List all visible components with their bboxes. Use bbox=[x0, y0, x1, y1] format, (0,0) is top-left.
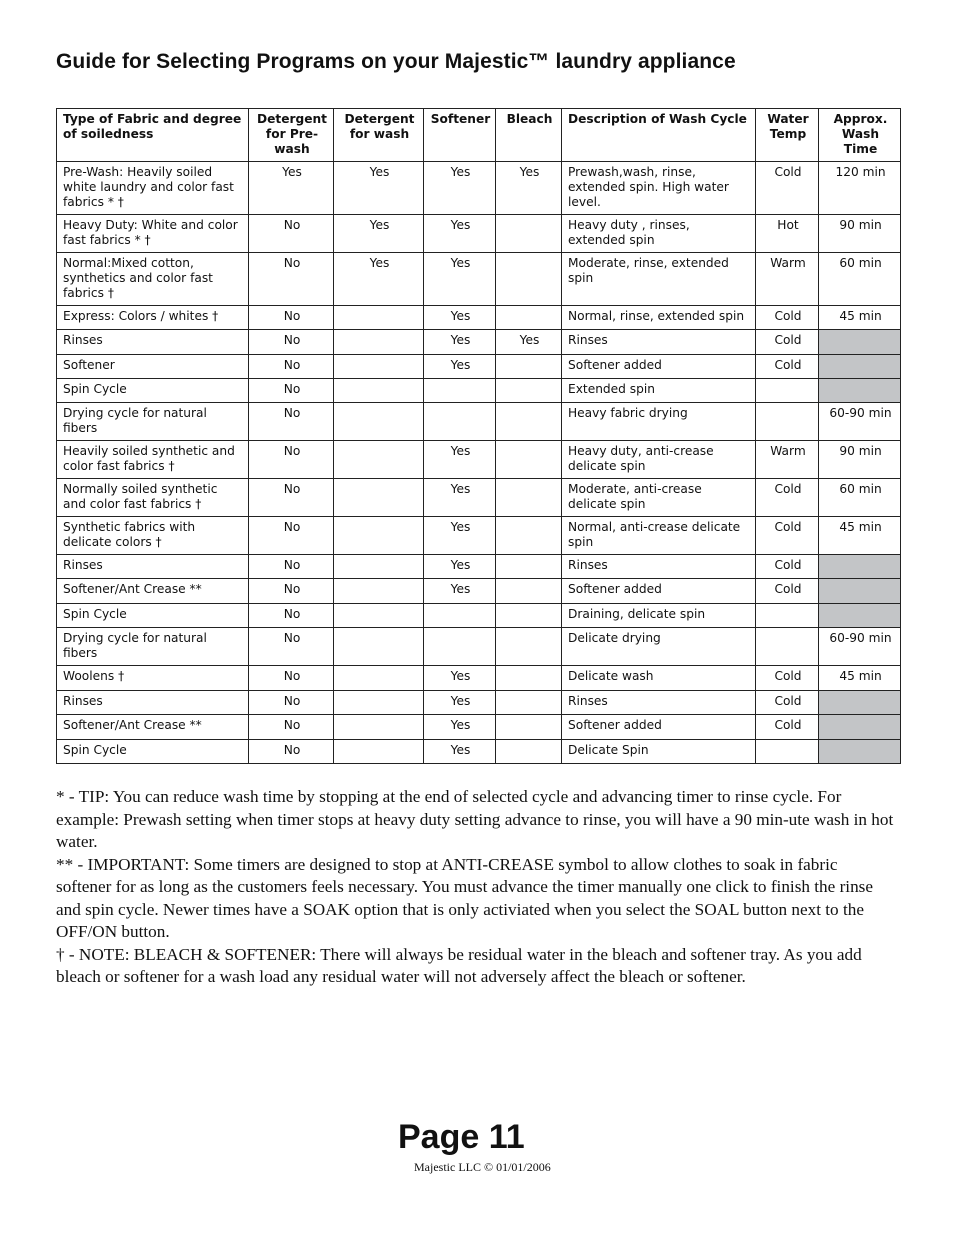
cell-detergent-prewash: No bbox=[249, 517, 334, 555]
cell-fabric-type: Rinses bbox=[57, 555, 249, 579]
cell-fabric-type: Spin Cycle bbox=[57, 604, 249, 628]
cell-water-temp bbox=[756, 403, 819, 441]
cell-fabric-type: Softener bbox=[57, 355, 249, 379]
cell-water-temp: Cold bbox=[756, 666, 819, 691]
cell-bleach bbox=[496, 253, 562, 306]
cell-softener: Yes bbox=[424, 666, 496, 691]
page-title: Guide for Selecting Programs on your Majestic™ laundry appliance bbox=[56, 50, 736, 73]
table-row bbox=[57, 379, 901, 403]
cell-fabric-type: Woolens † bbox=[57, 666, 249, 691]
cell-detergent-wash bbox=[334, 441, 424, 479]
cell-wash-time: 60-90 min bbox=[819, 628, 901, 666]
cell-water-temp: Warm bbox=[756, 441, 819, 479]
cell-wash-description: Rinses bbox=[562, 330, 756, 355]
cell-fabric-type: Spin Cycle bbox=[57, 379, 249, 403]
table-row bbox=[57, 330, 901, 355]
table-row bbox=[57, 162, 901, 215]
cell-wash-time: 120 min bbox=[819, 162, 901, 215]
cell-softener: Yes bbox=[424, 579, 496, 604]
cell-fabric-type: Normal:Mixed cotton, synthetics and color fast fabrics † bbox=[57, 253, 249, 306]
cell-fabric-type: Softener/Ant Crease ** bbox=[57, 715, 249, 740]
table-header-row bbox=[57, 109, 901, 162]
header-detergent-wash: Detergent for wash bbox=[334, 109, 424, 162]
table-row bbox=[57, 715, 901, 740]
cell-water-temp bbox=[756, 740, 819, 764]
cell-softener: Yes bbox=[424, 740, 496, 764]
cell-water-temp: Cold bbox=[756, 330, 819, 355]
cell-detergent-wash bbox=[334, 517, 424, 555]
cell-detergent-prewash: No bbox=[249, 330, 334, 355]
cell-detergent-wash bbox=[334, 403, 424, 441]
table-row bbox=[57, 628, 901, 666]
header-description: Description of Wash Cycle bbox=[562, 109, 756, 162]
cell-wash-description: Delicate wash bbox=[562, 666, 756, 691]
cell-detergent-prewash: No bbox=[249, 555, 334, 579]
cell-fabric-type: Rinses bbox=[57, 330, 249, 355]
cell-detergent-prewash: No bbox=[249, 403, 334, 441]
table-row bbox=[57, 355, 901, 379]
cell-detergent-wash bbox=[334, 306, 424, 330]
cell-detergent-wash: Yes bbox=[334, 162, 424, 215]
cell-water-temp: Cold bbox=[756, 579, 819, 604]
cell-softener: Yes bbox=[424, 479, 496, 517]
cell-bleach bbox=[496, 666, 562, 691]
cell-wash-time: 90 min bbox=[819, 215, 901, 253]
cell-wash-time: 45 min bbox=[819, 517, 901, 555]
cell-wash-description: Moderate, anti-crease delicate spin bbox=[562, 479, 756, 517]
cell-wash-description: Softener added bbox=[562, 715, 756, 740]
cell-bleach bbox=[496, 441, 562, 479]
table-row bbox=[57, 253, 901, 306]
cell-detergent-wash bbox=[334, 715, 424, 740]
cell-softener: Yes bbox=[424, 306, 496, 330]
cell-softener: Yes bbox=[424, 355, 496, 379]
cell-fabric-type: Express: Colors / whites † bbox=[57, 306, 249, 330]
cell-wash-description: Extended spin bbox=[562, 379, 756, 403]
header-wash-time: Approx. Wash Time bbox=[819, 109, 901, 162]
cell-water-temp: Cold bbox=[756, 517, 819, 555]
cell-wash-time-shaded bbox=[819, 579, 901, 604]
cell-detergent-wash bbox=[334, 479, 424, 517]
table-row bbox=[57, 517, 901, 555]
cell-wash-time: 60-90 min bbox=[819, 403, 901, 441]
cell-wash-description: Moderate, rinse, extended spin bbox=[562, 253, 756, 306]
cell-detergent-prewash: No bbox=[249, 355, 334, 379]
cell-wash-time-shaded bbox=[819, 355, 901, 379]
cell-fabric-type: Heavily soiled synthetic and color fast fabrics † bbox=[57, 441, 249, 479]
cell-detergent-prewash: No bbox=[249, 215, 334, 253]
cell-detergent-prewash: No bbox=[249, 253, 334, 306]
cell-softener: Yes bbox=[424, 691, 496, 715]
cell-softener bbox=[424, 379, 496, 403]
cell-water-temp: Cold bbox=[756, 306, 819, 330]
cell-water-temp: Warm bbox=[756, 253, 819, 306]
cell-wash-description: Rinses bbox=[562, 555, 756, 579]
cell-wash-time-shaded bbox=[819, 555, 901, 579]
cell-bleach bbox=[496, 379, 562, 403]
cell-wash-description: Normal, rinse, extended spin bbox=[562, 306, 756, 330]
cell-wash-time: 45 min bbox=[819, 306, 901, 330]
cell-bleach bbox=[496, 604, 562, 628]
cell-bleach bbox=[496, 628, 562, 666]
cell-softener bbox=[424, 628, 496, 666]
cell-detergent-wash bbox=[334, 579, 424, 604]
cell-wash-description: Softener added bbox=[562, 355, 756, 379]
cell-detergent-wash bbox=[334, 355, 424, 379]
copyright: Majestic LLC © 01/01/2006 bbox=[414, 1160, 551, 1174]
cell-softener: Yes bbox=[424, 215, 496, 253]
cell-detergent-wash bbox=[334, 330, 424, 355]
cell-fabric-type: Drying cycle for natural fibers bbox=[57, 628, 249, 666]
cell-water-temp: Cold bbox=[756, 479, 819, 517]
cell-detergent-prewash: No bbox=[249, 666, 334, 691]
cell-water-temp: Cold bbox=[756, 715, 819, 740]
cell-detergent-wash: Yes bbox=[334, 215, 424, 253]
table-row bbox=[57, 579, 901, 604]
cell-wash-time: 90 min bbox=[819, 441, 901, 479]
cell-bleach bbox=[496, 740, 562, 764]
table-row bbox=[57, 666, 901, 691]
cell-wash-description: Heavy fabric drying bbox=[562, 403, 756, 441]
cell-wash-time-shaded bbox=[819, 691, 901, 715]
cell-detergent-prewash: No bbox=[249, 691, 334, 715]
header-bleach: Bleach bbox=[496, 109, 562, 162]
cell-fabric-type: Pre-Wash: Heavily soiled white laundry and color fast fabrics * † bbox=[57, 162, 249, 215]
cell-detergent-prewash: No bbox=[249, 740, 334, 764]
cell-detergent-wash bbox=[334, 691, 424, 715]
cell-water-temp: Cold bbox=[756, 355, 819, 379]
cell-fabric-type: Normally soiled synthetic and color fast fabrics † bbox=[57, 479, 249, 517]
cell-bleach bbox=[496, 579, 562, 604]
cell-fabric-type: Softener/Ant Crease ** bbox=[57, 579, 249, 604]
footnotes bbox=[56, 786, 896, 989]
bleach-softener-note: † - NOTE: BLEACH & SOFTENER: There will always be residual water in the bleach and softener tray. As you add bleach or softener for a wash load any residual water will not adversely affect the bleach or softener. bbox=[56, 944, 862, 986]
cell-softener: Yes bbox=[424, 330, 496, 355]
cell-wash-description: Delicate drying bbox=[562, 628, 756, 666]
cell-wash-time-shaded bbox=[819, 330, 901, 355]
cell-wash-description: Softener added bbox=[562, 579, 756, 604]
cell-bleach: Yes bbox=[496, 162, 562, 215]
header-detergent-prewash: Detergent for Pre-wash bbox=[249, 109, 334, 162]
cell-bleach bbox=[496, 403, 562, 441]
tip-note: * - TIP: You can reduce wash time by stopping at the end of selected cycle and advancing timer to rinse cycle. For example: Prewash setting when timer stops at heavy duty setting advance to rinse, you will have a 90 min-ute wash in hot water. bbox=[56, 787, 894, 851]
table-row bbox=[57, 740, 901, 764]
cell-wash-description: Rinses bbox=[562, 691, 756, 715]
cell-wash-time-shaded bbox=[819, 604, 901, 628]
cell-bleach bbox=[496, 479, 562, 517]
cell-bleach bbox=[496, 306, 562, 330]
cell-softener: Yes bbox=[424, 253, 496, 306]
header-fabric-type: Type of Fabric and degree of soiledness bbox=[57, 109, 249, 162]
table-row bbox=[57, 555, 901, 579]
cell-water-temp: Cold bbox=[756, 691, 819, 715]
cell-wash-description: Delicate Spin bbox=[562, 740, 756, 764]
cell-wash-description: Normal, anti-crease delicate spin bbox=[562, 517, 756, 555]
cell-wash-description: Heavy duty , rinses, extended spin bbox=[562, 215, 756, 253]
cell-fabric-type: Heavy Duty: White and color fast fabrics * † bbox=[57, 215, 249, 253]
cell-softener: Yes bbox=[424, 715, 496, 740]
table-row bbox=[57, 604, 901, 628]
page-number: Page 11 bbox=[398, 1118, 525, 1156]
cell-detergent-wash bbox=[334, 555, 424, 579]
header-softener: Softener bbox=[424, 109, 496, 162]
cell-detergent-prewash: No bbox=[249, 441, 334, 479]
cell-detergent-prewash: No bbox=[249, 579, 334, 604]
cell-wash-description: Prewash,wash, rinse, extended spin. High water level. bbox=[562, 162, 756, 215]
cell-water-temp bbox=[756, 604, 819, 628]
cell-softener: Yes bbox=[424, 441, 496, 479]
cell-bleach bbox=[496, 555, 562, 579]
cell-water-temp: Cold bbox=[756, 555, 819, 579]
cell-softener: Yes bbox=[424, 555, 496, 579]
cell-detergent-wash bbox=[334, 740, 424, 764]
cell-detergent-prewash: No bbox=[249, 479, 334, 517]
cell-wash-description: Draining, delicate spin bbox=[562, 604, 756, 628]
cell-detergent-prewash: No bbox=[249, 306, 334, 330]
cell-bleach bbox=[496, 355, 562, 379]
cell-wash-description: Heavy duty, anti-crease delicate spin bbox=[562, 441, 756, 479]
table-row bbox=[57, 441, 901, 479]
program-guide-table bbox=[56, 108, 901, 764]
cell-softener: Yes bbox=[424, 517, 496, 555]
table-row bbox=[57, 306, 901, 330]
cell-fabric-type: Spin Cycle bbox=[57, 740, 249, 764]
table-row bbox=[57, 691, 901, 715]
header-water-temp: Water Temp bbox=[756, 109, 819, 162]
cell-bleach bbox=[496, 691, 562, 715]
table-row bbox=[57, 403, 901, 441]
cell-softener: Yes bbox=[424, 162, 496, 215]
cell-detergent-wash bbox=[334, 379, 424, 403]
cell-water-temp bbox=[756, 628, 819, 666]
cell-detergent-wash bbox=[334, 604, 424, 628]
cell-detergent-prewash: No bbox=[249, 379, 334, 403]
cell-bleach bbox=[496, 715, 562, 740]
cell-detergent-prewash: No bbox=[249, 604, 334, 628]
cell-softener bbox=[424, 403, 496, 441]
cell-detergent-wash bbox=[334, 666, 424, 691]
cell-wash-time-shaded bbox=[819, 379, 901, 403]
cell-fabric-type: Drying cycle for natural fibers bbox=[57, 403, 249, 441]
cell-detergent-wash bbox=[334, 628, 424, 666]
table-row bbox=[57, 215, 901, 253]
cell-water-temp: Cold bbox=[756, 162, 819, 215]
important-note: ** - IMPORTANT: Some timers are designed to stop at ANTI-CREASE symbol to allow clothes to soak in fabric softener for as long as the customers feels necessary. You must advance the timer manually one click to finish the rinse and spin cycle. Newer times have a SOAK option that is only activiated when you select the SOAL button next to the OFF/ON button. bbox=[56, 854, 873, 941]
cell-detergent-prewash: Yes bbox=[249, 162, 334, 215]
cell-fabric-type: Rinses bbox=[57, 691, 249, 715]
cell-wash-time: 60 min bbox=[819, 253, 901, 306]
cell-fabric-type: Synthetic fabrics with delicate colors † bbox=[57, 517, 249, 555]
cell-wash-time: 60 min bbox=[819, 479, 901, 517]
cell-bleach bbox=[496, 215, 562, 253]
cell-bleach: Yes bbox=[496, 330, 562, 355]
cell-wash-time-shaded bbox=[819, 740, 901, 764]
cell-softener bbox=[424, 604, 496, 628]
table-row bbox=[57, 479, 901, 517]
cell-water-temp bbox=[756, 379, 819, 403]
cell-bleach bbox=[496, 517, 562, 555]
cell-detergent-prewash: No bbox=[249, 628, 334, 666]
cell-wash-time: 45 min bbox=[819, 666, 901, 691]
cell-water-temp: Hot bbox=[756, 215, 819, 253]
cell-wash-time-shaded bbox=[819, 715, 901, 740]
cell-detergent-wash: Yes bbox=[334, 253, 424, 306]
cell-detergent-prewash: No bbox=[249, 715, 334, 740]
